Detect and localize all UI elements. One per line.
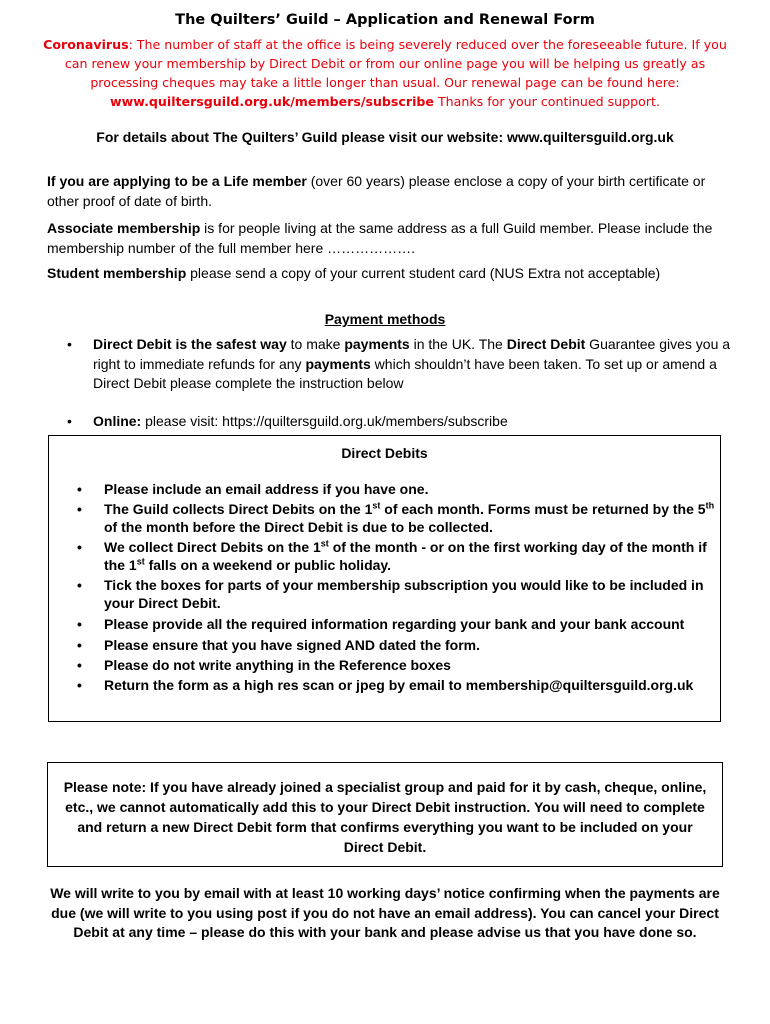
direct-debits-title: Direct Debits bbox=[341, 445, 428, 461]
list-item bbox=[75, 538, 715, 574]
direct-debits-box bbox=[48, 435, 721, 722]
direct-debit-text-2: in the UK. The bbox=[409, 336, 507, 352]
collection-text-c: of the month before the Direct Debit is due to be collected. bbox=[104, 519, 493, 535]
ordinal-suffix: st bbox=[372, 500, 381, 511]
final-note: We will write to you by email with at least 10 working days’ notice confirming when the payments are due (we will write to you using post if you do not have an email address). You can cancel your Direct Debit at any time – please do this with your bank and please advise us that you have done so. bbox=[50, 885, 720, 940]
list-item bbox=[75, 676, 715, 694]
reference-boxes-instruction: Please do not write anything in the Reference boxes bbox=[104, 657, 451, 673]
bullet-icon: • bbox=[77, 539, 82, 555]
notice-text: : The number of staff at the office is being severely reduced over the foreseeable future. If you can renew your membership by Direct Debit or from our online page you will be helping us greatly as processing cheques may take a little longer than usual. Our renewal page can be found here: bbox=[64, 37, 727, 90]
list-item-online bbox=[47, 412, 737, 432]
list-item bbox=[75, 500, 715, 536]
life-membership-info bbox=[47, 172, 737, 211]
associate-membership-text: is for people living at the same address as a full Guild member. Please include the membership number of the full member here ………………. bbox=[47, 220, 713, 256]
list-item bbox=[75, 480, 715, 498]
notice-thanks: Thanks for your continued support. bbox=[433, 94, 660, 109]
student-membership-label: Student membership bbox=[47, 265, 187, 281]
direct-debit-safest-label: Direct Debit is the safest way bbox=[93, 336, 287, 352]
signed-dated-instruction: Please ensure that you have signed AND dated the form. bbox=[104, 637, 481, 653]
renewal-page-link[interactable]: www.quiltersguild.org.uk/members/subscribe bbox=[110, 94, 434, 109]
website-details: For details about The Quilters’ Guild please visit our website: www.quiltersguild.org.uk bbox=[96, 129, 674, 145]
return-form-instruction: Return the form as a high res scan or jpeg by email to membership@quiltersguild.org.uk bbox=[104, 677, 694, 693]
bullet-icon: • bbox=[77, 501, 82, 517]
online-text: please visit: https://quiltersguild.org.uk/members/subscribe bbox=[141, 412, 508, 429]
please-note-box bbox=[47, 762, 723, 867]
email-instruction: Please include an email address if you have one. bbox=[104, 481, 429, 497]
associate-membership-info bbox=[47, 219, 737, 258]
bullet-icon: • bbox=[77, 577, 82, 593]
bullet-icon: • bbox=[77, 637, 82, 653]
bullet-icon: • bbox=[77, 481, 82, 497]
direct-debit-text-1: to make bbox=[286, 336, 345, 352]
associate-membership-label: Associate membership bbox=[47, 220, 201, 236]
list-item bbox=[75, 656, 715, 674]
collection-date-text-b: of the month - or on the first working day of the month if the 1 bbox=[104, 539, 707, 573]
payment-methods-heading: Payment methods bbox=[324, 311, 446, 327]
direct-debit-text-3: Guarantee gives you a right to immediate refunds for any bbox=[93, 336, 731, 372]
coronavirus-notice bbox=[40, 35, 730, 111]
form-title: The Quilters’ Guild – Application and Renewal Form bbox=[175, 12, 595, 28]
collection-text-b: of each month. Forms must be returned by the 5 bbox=[380, 501, 706, 517]
bullet-icon: • bbox=[77, 677, 82, 693]
bank-info-instruction: Please provide all the required information regarding your bank and your bank account bbox=[104, 616, 685, 632]
please-note-text: Please note: If you have already joined a specialist group and paid for it by cash, cheque, online, etc., we cannot automatically add this to your Direct Debit instruction. You will need to complete and return a new Direct Debit form that confirms everything you want to be included on your Direct Debit. bbox=[63, 779, 707, 855]
list-item bbox=[75, 614, 715, 634]
payment-methods-list bbox=[47, 335, 737, 431]
bullet-icon: • bbox=[77, 616, 82, 632]
tick-boxes-instruction: Tick the boxes for parts of your membership subscription you would like to be included in your Direct Debit. bbox=[104, 577, 704, 611]
life-membership-label: If you are applying to be a Life member bbox=[47, 173, 307, 189]
list-item bbox=[75, 576, 715, 612]
direct-debit-text-4: which shouldn’t have been taken. To set up or amend a Direct Debit please complete the instruction below bbox=[93, 355, 717, 391]
direct-debit-label: Direct Debit bbox=[506, 336, 586, 352]
direct-debits-list bbox=[75, 480, 715, 696]
life-membership-text: (over 60 years) please enclose a copy of your birth certificate or other proof of date of birth. bbox=[47, 173, 706, 209]
online-label: Online: bbox=[93, 412, 142, 429]
collection-date-text-c: falls on a weekend or public holiday. bbox=[144, 557, 392, 573]
ordinal-suffix: th bbox=[705, 500, 715, 511]
notice-label: Coronavirus bbox=[43, 37, 129, 52]
payments-label-1: payments bbox=[344, 336, 410, 352]
collection-text-a: The Guild collects Direct Debits on the 1 bbox=[104, 501, 373, 517]
list-item-direct-debit bbox=[47, 335, 737, 394]
list-item bbox=[75, 636, 715, 654]
student-membership-text: please send a copy of your current student card (NUS Extra not acceptable) bbox=[186, 265, 661, 281]
bullet-icon: • bbox=[67, 336, 72, 352]
ordinal-suffix: st bbox=[320, 538, 329, 549]
bullet-icon: • bbox=[77, 657, 82, 673]
payments-label-2: payments bbox=[305, 355, 371, 372]
bullet-icon: • bbox=[67, 412, 72, 429]
ordinal-suffix: st bbox=[136, 556, 145, 567]
collection-date-text-a: We collect Direct Debits on the 1 bbox=[104, 539, 321, 555]
student-membership-info bbox=[47, 264, 737, 284]
